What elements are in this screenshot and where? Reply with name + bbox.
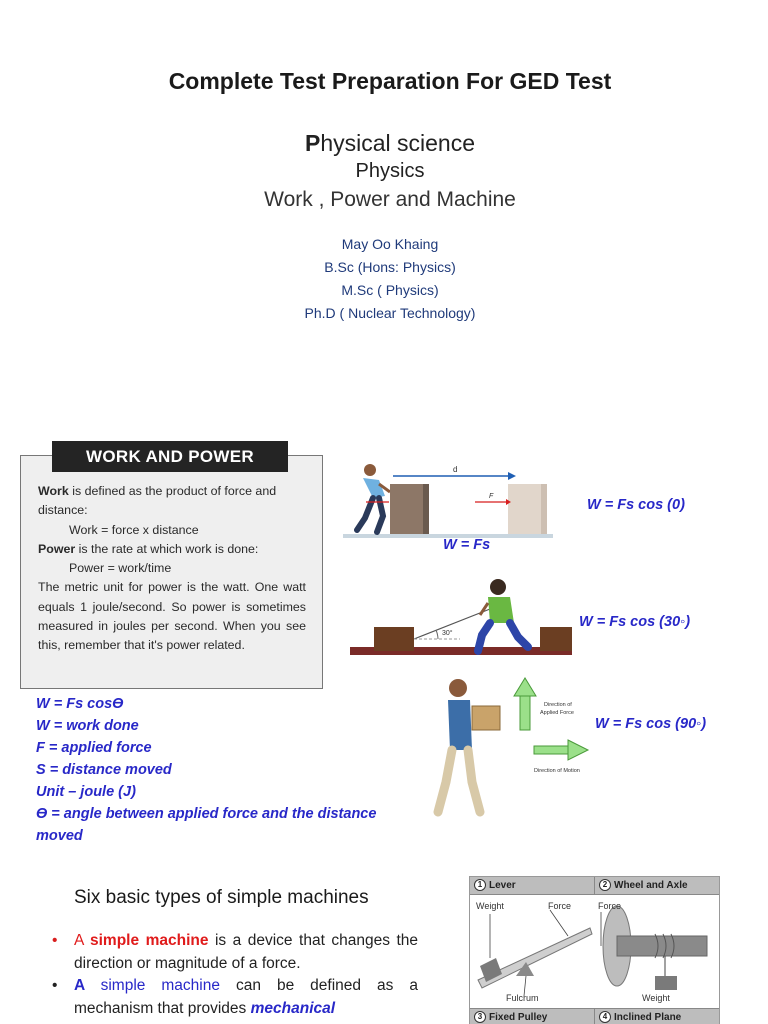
equation-zero-angle: W = Fs cos (0) xyxy=(587,497,685,513)
wheel-axle-header: 2 Wheel and Axle xyxy=(595,877,719,895)
box-start xyxy=(390,484,428,534)
power-formula: Power = work/time xyxy=(69,561,172,576)
axle xyxy=(617,936,707,956)
simple-machines-diagram xyxy=(469,876,720,1024)
work-definition: Work is defined as the product of force and distance: xyxy=(38,484,277,518)
motion-label: Direction of Motion xyxy=(534,768,580,774)
fulcrum-label: Fulcrum xyxy=(506,993,539,1003)
power-definition: Power is the rate at which work is done: xyxy=(38,541,259,556)
equation-ninety-angle: W = Fs cos (90◦) xyxy=(595,716,707,732)
pull-box-illustration xyxy=(350,575,572,667)
wheel-weight-label: Weight xyxy=(642,993,670,1003)
simple-machines-bullets xyxy=(52,930,418,1020)
lever-weight-label: Weight xyxy=(476,901,504,911)
fixed-pulley-header: 3 Fixed Pulley xyxy=(470,1008,595,1024)
formula-line: Unit – joule (J) xyxy=(36,784,136,800)
box-end xyxy=(540,627,572,651)
formula-line: W = work done xyxy=(36,718,139,734)
work-power-heading: WORK AND POWER xyxy=(52,441,288,472)
work-power-text xyxy=(38,482,306,656)
work-formula: Work = force x distance xyxy=(69,522,199,537)
bullet-dot: • xyxy=(52,977,58,994)
lever-drawing xyxy=(470,896,595,1008)
subject-rest: hysical science xyxy=(320,130,476,156)
bullet-item: • A simple machine is a device that changes the direction or magnitude of a force. xyxy=(52,932,419,972)
lever-header: 1 Lever xyxy=(470,877,595,895)
wheel-axle-drawing xyxy=(595,896,719,1008)
branch-heading: Physics xyxy=(355,160,425,182)
simple-machine-term: simple machine xyxy=(89,932,209,949)
simple-machines-heading: Six basic types of simple machines xyxy=(74,887,369,908)
box-end xyxy=(508,484,546,534)
person-shirt xyxy=(363,478,385,498)
angle-label: 30° xyxy=(442,630,453,637)
motion-arrow xyxy=(534,746,568,754)
subject-heading xyxy=(0,130,768,157)
author-name: May Oo Khaing xyxy=(341,236,439,252)
formula-line: F = applied force xyxy=(36,740,152,756)
person-head xyxy=(490,579,506,595)
applied-force-arrow xyxy=(520,694,530,730)
topic-heading: Work , Power and Machine xyxy=(264,188,516,211)
person-head xyxy=(449,679,467,697)
box-start xyxy=(374,627,414,651)
carry-box-illustration xyxy=(428,672,598,820)
lever-force-label: Force xyxy=(548,901,572,911)
simple-machine-term: simple machine xyxy=(100,977,220,994)
person-head xyxy=(364,464,376,476)
bullet-dot: • xyxy=(52,932,58,949)
formula-line: S = distance moved xyxy=(36,762,172,778)
carried-box xyxy=(472,706,500,730)
force-label: F xyxy=(489,493,494,500)
push-box-illustration xyxy=(343,458,553,544)
mechanical-term: mechanical xyxy=(250,999,336,1017)
formula-line: W = Fs cosϴ xyxy=(36,696,124,712)
formula-list xyxy=(36,693,426,847)
formula-line: ϴ = angle between applied force and the distance moved xyxy=(36,806,377,844)
wheel-weight xyxy=(655,976,677,990)
applied-force-label: Applied Force xyxy=(540,710,574,716)
author-degree-bsc: B.Sc (Hons: Physics) xyxy=(324,259,456,275)
document-title: Complete Test Preparation For GED Test xyxy=(168,68,612,94)
distance-label: d xyxy=(453,465,458,474)
equation-thirty-angle: W = Fs cos (30◦) xyxy=(579,614,691,630)
wheel-force-label: Force xyxy=(598,901,622,911)
subject-initial: P xyxy=(304,130,321,156)
power-paragraph: The metric unit for power is the watt. One watt equals 1 joule/second. So power is sometimes measured in joules per second. When you see this, remember that it's power related. xyxy=(38,580,306,653)
equation-fs: W = Fs xyxy=(443,537,491,553)
author-degree-phd: Ph.D ( Nuclear Technology) xyxy=(304,305,476,321)
applied-force-label: Direction of xyxy=(544,702,572,708)
person-shirt xyxy=(448,700,472,750)
bullet-item: • A simple machine can be defined as a mechanism that provides mechanical xyxy=(52,977,418,1017)
author-degree-msc: M.Sc ( Physics) xyxy=(341,282,439,298)
inclined-plane-header: 4 Inclined Plane xyxy=(595,1008,719,1024)
